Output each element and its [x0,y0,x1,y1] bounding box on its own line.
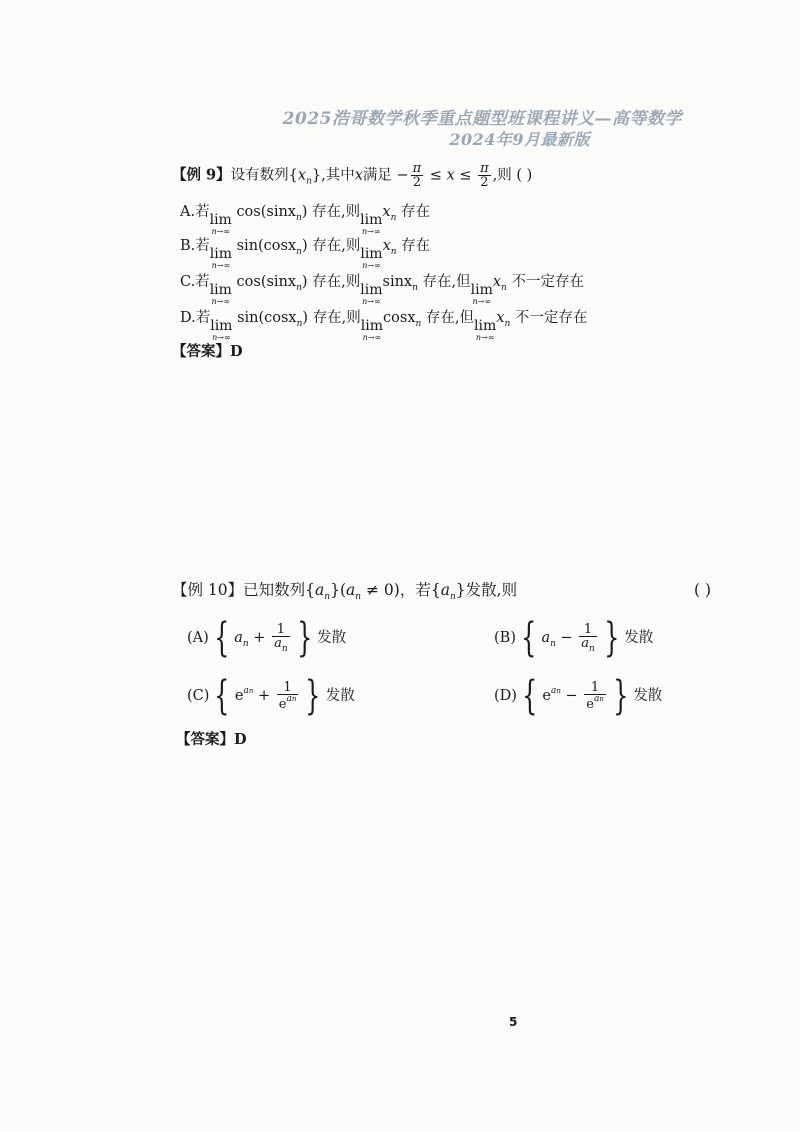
example-9-option-b: B.若 lim n→∞ sin(cosx$_n$) 存在,则 lim n→∞ $x_n$ 存在 [180,238,431,270]
example-10-option-a: (A) { $a_n$ + $\frac{1}{a_n}$ } 发散 [187,615,347,661]
example-10-label: 【例 10】 [172,581,244,599]
example-10-answer: 【答案】D [176,731,247,748]
neg-pi-over-2: $\frac{\pi}{2}$ [412,161,422,190]
example-10-option-d: (D) { $e^{an}$ − $\frac{1}{e^{an}}$ } 发散 [494,673,663,719]
example-9-option-d: D.若 lim n→∞ sin(cosx$_n$) 存在,则 lim n→∞ cosx$_n$ 存在,但 lim n→∞ $x_n$ 不一定存在 [180,310,588,342]
example-10-stem: 【例 10】已知数列$\{a_n\}(a_n \ne 0)$，若$\{a_n\}$发散,则 [172,581,518,602]
example-10-option-c: (C) { $e^{an}$ + $\frac{1}{e^{an}}$ } 发散 [187,673,355,719]
header-title: 2025浩哥数学秋季重点题型班课程讲义—高等数学 [282,109,682,129]
example-10-answer-blank: ( ) [694,581,712,599]
example-9-option-a: A.若 lim n→∞ cos(sinx$_n$) 存在,则 lim n→∞ $x_n$ 存在 [180,204,430,236]
example-9-option-c: C.若 lim n→∞ cos(sinx$_n$) 存在,则 lim n→∞ sinx$_n$ 存在,但 lim n→∞ $x_n$ 不一定存在 [180,274,584,306]
example-9-stem: 【例 9】设有数列$\{x_n\}$,其中x满足 − $\frac{\pi}{2}$ ≤ x ≤ $\frac{\pi}{2}$ ,则 ( ) [172,161,533,190]
example-10-option-b: (B) { $a_n$ − $\frac{1}{a_n}$ } 发散 [494,615,654,661]
page-number: 5 [509,1015,518,1029]
example-10-answer-value: D [234,731,247,748]
pi-over-2: $\frac{\pi}{2}$ [480,161,489,190]
example-9-answer: 【答案】D [172,343,243,360]
example-9-label: 【例 9】 [172,166,231,184]
header-edition: 2024年9月最新版 [449,130,590,149]
example-9-answer-value: D [230,343,243,360]
